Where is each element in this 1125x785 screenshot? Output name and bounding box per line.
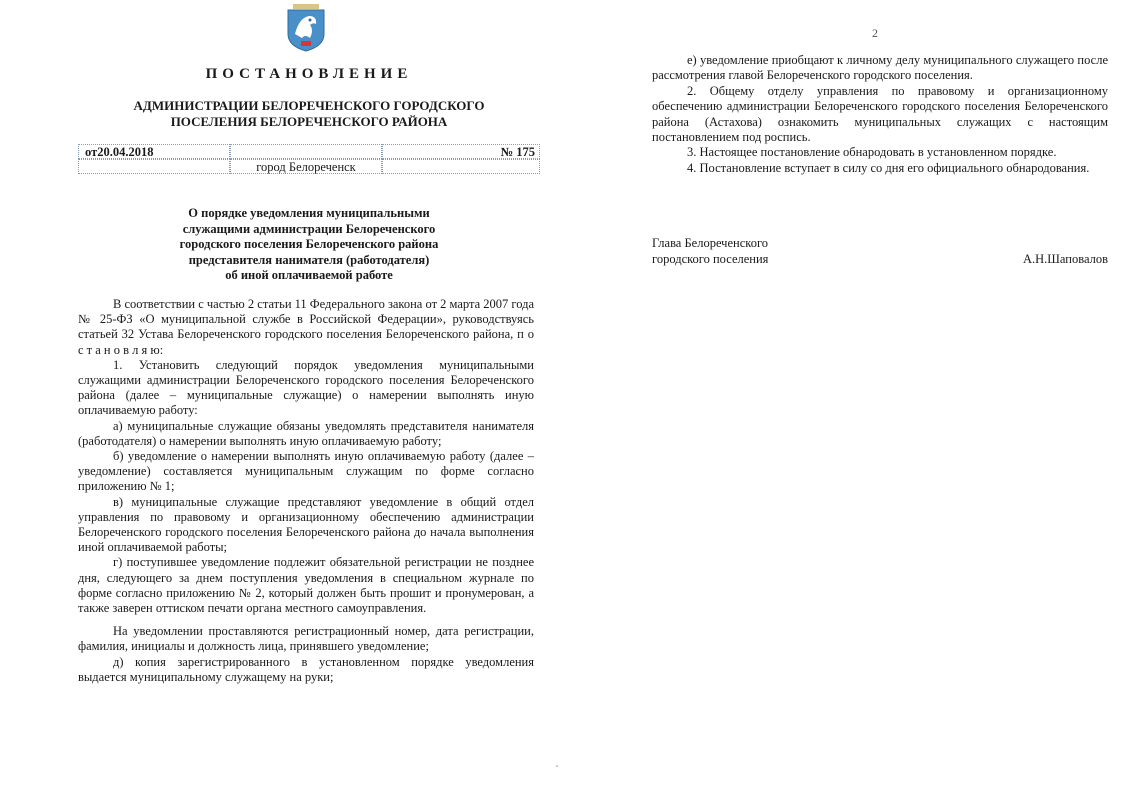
signatory-title-line2: городского поселения	[652, 252, 769, 266]
city-name: город Белореченск	[256, 160, 356, 174]
body-paragraph: е) уведомление приобщают к личному делу муниципального служащего после рассмотрения главой Белореченского городского поселения.	[652, 53, 1108, 83]
page-mark	[556, 765, 558, 767]
body-paragraph: в) муниципальные служащие представляют уведомление в общий отдел управления по правовому и организационному обеспечению администрации Белореченского городского поселения Белореченского района до начала выполнения иной оплачиваемой работы;	[78, 494, 534, 555]
subject-line: О порядке уведомления муниципальными	[188, 206, 430, 220]
document-subject	[78, 206, 540, 284]
subject-line: об иной оплачиваемой работе	[225, 268, 393, 282]
document-meta-table	[78, 144, 540, 174]
document-date: от20.04.2018	[85, 145, 154, 159]
signatory-title-line1: Глава Белореченского	[652, 236, 769, 250]
subject-line: служащими администрации Белореченского	[182, 221, 436, 236]
empty-cell	[230, 144, 382, 159]
subject-line: представителя нанимателя (работодателя)	[188, 252, 430, 267]
body-paragraph: д) копия зарегистрированного в установленном порядке уведомления выдается муниципальному служащему на руки;	[78, 654, 534, 684]
document-title: ПОСТАНОВЛЕНИЕ	[205, 66, 413, 82]
subject-line: городского поселения Белореченского района	[179, 237, 439, 251]
empty-cell	[382, 159, 540, 174]
body-paragraph: а) муниципальные служащие обязаны уведомлять представителя нанимателя (работодателя) о намерении выполнять иную оплачиваемую работу;	[78, 418, 534, 448]
number-cell	[382, 144, 540, 159]
document-number: № 175	[500, 145, 535, 159]
organization-name-line1: АДМИНИСТРАЦИИ БЕЛОРЕЧЕНСКОГО ГОРОДСКОГО	[133, 98, 485, 113]
signature-block	[652, 235, 1108, 267]
city-cell	[230, 159, 382, 174]
left-page	[78, 0, 540, 785]
body-paragraph: 2. Общему отделу управления по правовому и организационному обеспечению администрации Белореченского городского поселения Белореченского района (Астахова) ознакомить муниципальных служащих с настоящим постановлением под роспись.	[652, 83, 1108, 145]
body-paragraph: 1. Установить следующий порядок уведомления муниципальными служащими администрации Белореченского городского поселения Белореченского района (далее – муниципальные служащие) о намерении выполнять иную оплачиваемую работу:	[78, 357, 534, 418]
signatory-name: А.Н.Шаповалов	[1022, 252, 1108, 266]
body-paragraph: б) уведомление о намерении выполнять иную оплачиваемую работу (далее – уведомление) составляется муниципальным служащим по форме согласно приложению № 1;	[78, 449, 534, 494]
body-paragraph: г) поступившее уведомление подлежит обязательной регистрации не позднее дня, следующего за днем поступления уведомления в специальном журнале по форме согласно приложению № 2, который должен быть прошит и пронумерован, а также заверен оттиском печати органа местного самоуправления.	[78, 555, 534, 616]
body-paragraph: В соответствии с частью 2 статьи 11 Федерального закона от 2 марта 2007 года № 25-ФЗ «О муниципальной службе в Российской Федерации», руководствуясь статьей 32 Устава Белореченского городского поселения Белореченского района, п о с т а н о в л я ю:	[78, 297, 535, 357]
right-page	[652, 0, 1108, 785]
empty-cell	[78, 159, 230, 174]
coat-of-arms-icon	[283, 4, 329, 52]
body-paragraph: 3. Настоящее постановление обнародовать в установленном порядке.	[687, 145, 1057, 160]
body-paragraph: На уведомлении проставляются регистрационный номер, дата регистрации, фамилия, инициалы и должность лица, принявшего уведомление;	[78, 624, 534, 654]
page-number: 2	[872, 26, 878, 40]
body-paragraph: 4. Постановление вступает в силу со дня его официального обнародования.	[687, 160, 1090, 175]
date-cell	[78, 144, 230, 159]
document-body-continued	[652, 53, 1108, 176]
organization-name-line2: ПОСЕЛЕНИЯ БЕЛОРЕЧЕНСКОГО РАЙОНА	[170, 114, 448, 129]
document-body	[78, 297, 534, 685]
